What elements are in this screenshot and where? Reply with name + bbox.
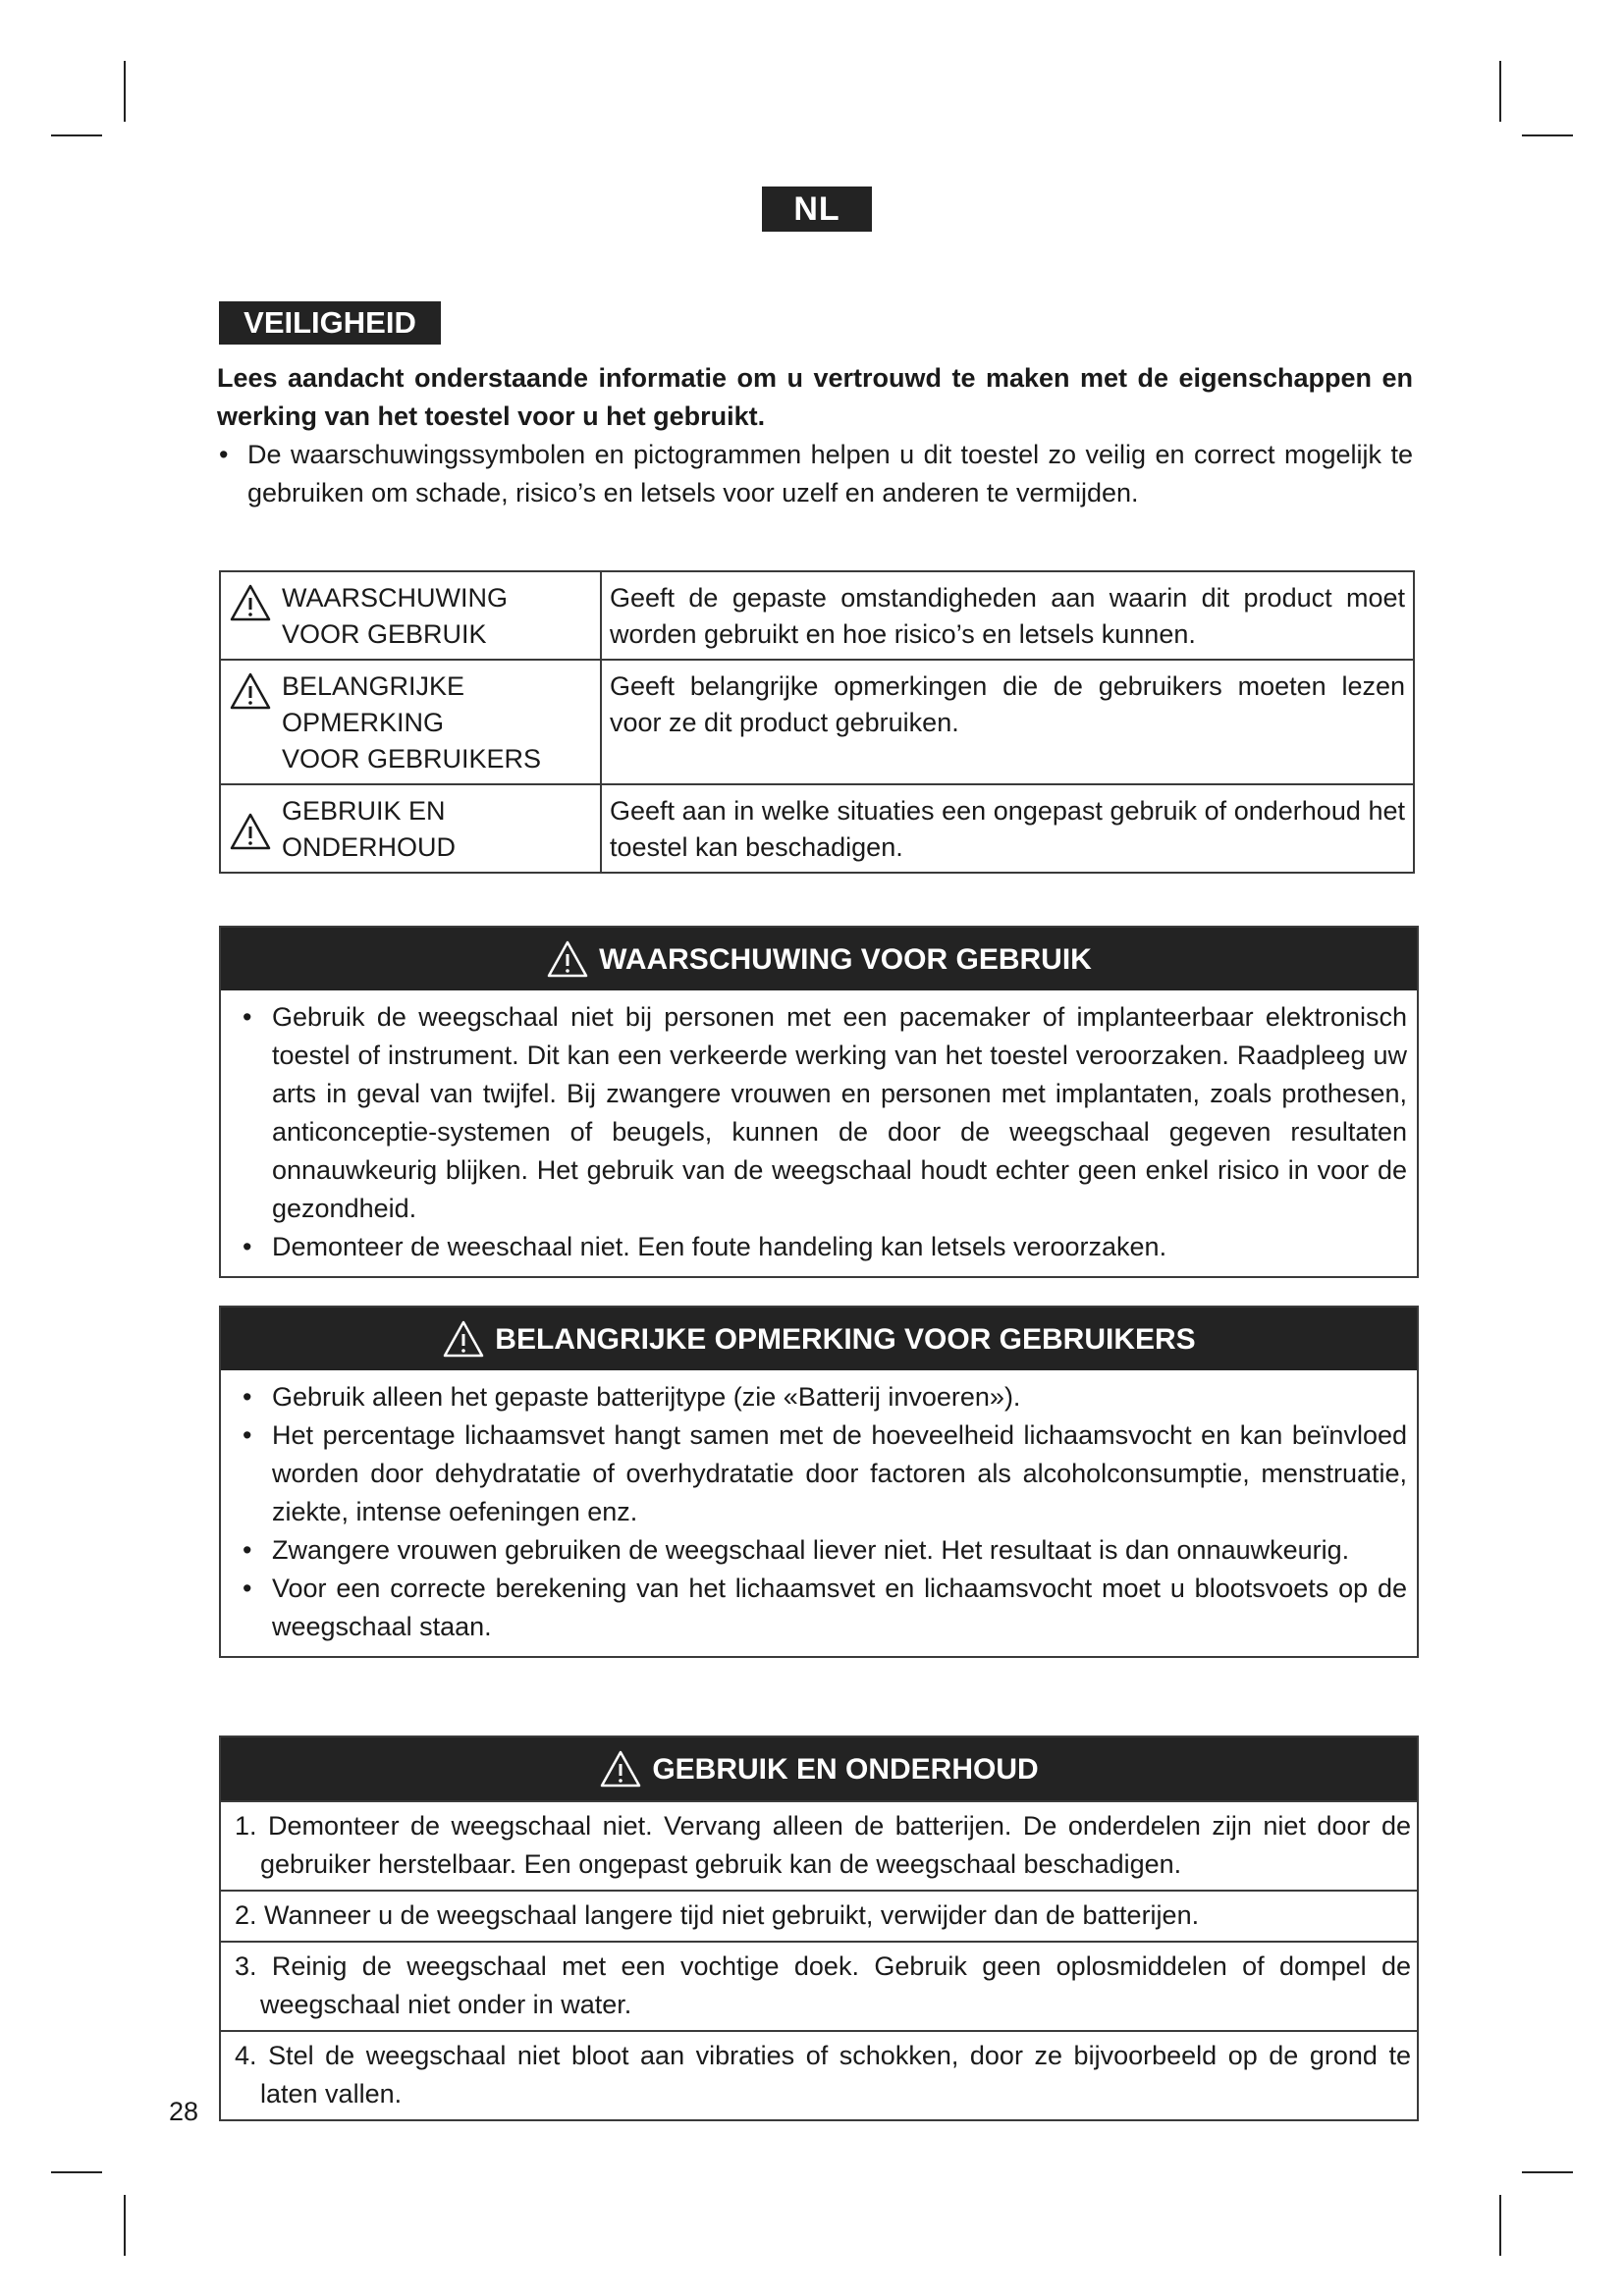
warning-triangle-icon [546, 939, 589, 979]
crop-mark [124, 2195, 126, 2256]
legend-description: Geeft aan in welke situaties een ongepast gebruik of onderhoud het toestel kan beschadigen. [601, 784, 1414, 873]
legend-label-line1: WAARSCHUWING [282, 583, 508, 613]
section-title: VEILIGHEID [219, 301, 441, 345]
crop-mark [51, 2171, 102, 2173]
legend-label-line2: VOOR GEBRUIK [282, 619, 487, 649]
maintenance-item-text: 3. Reinig de weegschaal met een vochtige doek. Gebruik geen oplosmiddelen of dompel de weegschaal niet onder in water. [235, 1951, 1411, 2019]
warning-triangle-icon [442, 1319, 485, 1359]
warning-box-header [221, 928, 1417, 990]
maintenance-item-text: 1. Demonteer de weegschaal niet. Vervang alleen de batterijen. De onderdelen zijn niet door de gebruiker herstelbaar. Een ongepast gebruik kan de weegschaal beschadigen. [235, 1811, 1411, 1879]
user-notes-box [219, 1306, 1419, 1658]
symbol-legend-table [219, 570, 1415, 874]
warning-box-title: WAARSCHUWING VOOR GEBRUIK [599, 942, 1092, 976]
note-bullet: • Het percentage lichaamsvet hangt samen met de hoeveelheid lichaamsvocht en kan beïnvloed worden door dehydratatie of overhydratatie door factoren als alcoholconsumptie, menstruatie, ziekte, intense oefeningen enz. [231, 1416, 1407, 1531]
legend-label-cell [220, 784, 601, 873]
maintenance-item [221, 1890, 1417, 1941]
maintenance-item-text: 4. Stel de weegschaal niet bloot aan vibraties of schokken, door ze bijvoorbeeld op de grond te laten vallen. [235, 2041, 1411, 2109]
warning-bullet: • Demonteer de weeschaal niet. Een foute handeling kan letsels veroorzaken. [231, 1228, 1407, 1266]
legend-row [220, 571, 1414, 660]
maintenance-item-text: 2. Wanneer u de weegschaal langere tijd niet gebruikt, verwijder dan de batterijen. [235, 1900, 1200, 1930]
warning-box [219, 926, 1419, 1278]
intro-bullet: • De waarschuwingssymbolen en pictogrammen helpen u dit toestel zo veilig en correct mogelijk te gebruiken om schade, risico’s en letsels voor uzelf en anderen te vermijden. [217, 436, 1413, 512]
legend-description: Geeft de gepaste omstandigheden aan waarin dit product moet worden gebruikt en hoe risico’s en letsels kunnen. [601, 571, 1414, 660]
note-bullet: • Zwangere vrouwen gebruiken de weegschaal liever niet. Het resultaat is dan onnauwkeurig. [231, 1531, 1407, 1570]
page-number: 28 [169, 2097, 199, 2126]
legend-row [220, 784, 1414, 873]
maintenance-box-title: GEBRUIK EN ONDERHOUD [652, 1752, 1039, 1786]
legend-label-line1: BELANGRIJKE OPMERKING [282, 671, 465, 737]
maintenance-box [219, 1735, 1419, 2121]
note-bullet: • Voor een correcte berekening van het lichaamsvet en lichaamsvocht moet u blootsvoets op de weegschaal staan. [231, 1570, 1407, 1646]
warning-triangle-icon [229, 812, 272, 851]
legend-label-cell [220, 660, 601, 784]
legend-label-line2: VOOR GEBRUIKERS [282, 744, 542, 774]
crop-mark [1499, 2195, 1501, 2256]
note-bullet: • Gebruik alleen het gepaste batterijtype (zie «Batterij invoeren»). [231, 1378, 1407, 1416]
warning-bullet: • Gebruik de weegschaal niet bij personen met een pacemaker of implanteerbaar elektronisch toestel of instrument. Dit kan een verkeerde werking van het toestel veroorzaken. Raadpleeg uw arts in geval van twijfel. Bij zwangere vrouwen en personen met implantaten, zoals prothesen, anticonceptie-systemen of beugels, kunnen de door de weegschaal gegeven resultaten onnauwkeurig blijken. Het gebruik van de weegschaal houdt echter geen enkel risico in voor de gezondheid. [231, 998, 1407, 1228]
language-badge: NL [762, 187, 872, 232]
maintenance-item [221, 2030, 1417, 2119]
crop-mark [51, 134, 102, 136]
warning-triangle-icon [599, 1749, 642, 1789]
maintenance-item [221, 1941, 1417, 2030]
crop-mark [1522, 134, 1573, 136]
maintenance-list [221, 1802, 1417, 2119]
intro-block [217, 359, 1413, 512]
warning-triangle-icon [229, 583, 272, 622]
intro-lead: Lees aandacht onderstaande informatie om u vertrouwd te maken met de eigenschappen en werking van het toestel voor u het gebruikt. [217, 363, 1413, 431]
maintenance-box-header [221, 1737, 1417, 1802]
crop-mark [124, 61, 126, 122]
legend-row [220, 660, 1414, 784]
maintenance-item [221, 1802, 1417, 1890]
legend-description: Geeft belangrijke opmerkingen die de gebruikers moeten lezen voor ze dit product gebruiken. [601, 660, 1414, 784]
legend-label-line1: GEBRUIK EN ONDERHOUD [282, 796, 457, 862]
crop-mark [1522, 2171, 1573, 2173]
user-notes-box-header [221, 1308, 1417, 1370]
legend-label-cell [220, 571, 601, 660]
user-notes-box-title: BELANGRIJKE OPMERKING VOOR GEBRUIKERS [495, 1322, 1196, 1356]
warning-triangle-icon [229, 671, 272, 711]
crop-mark [1499, 61, 1501, 122]
